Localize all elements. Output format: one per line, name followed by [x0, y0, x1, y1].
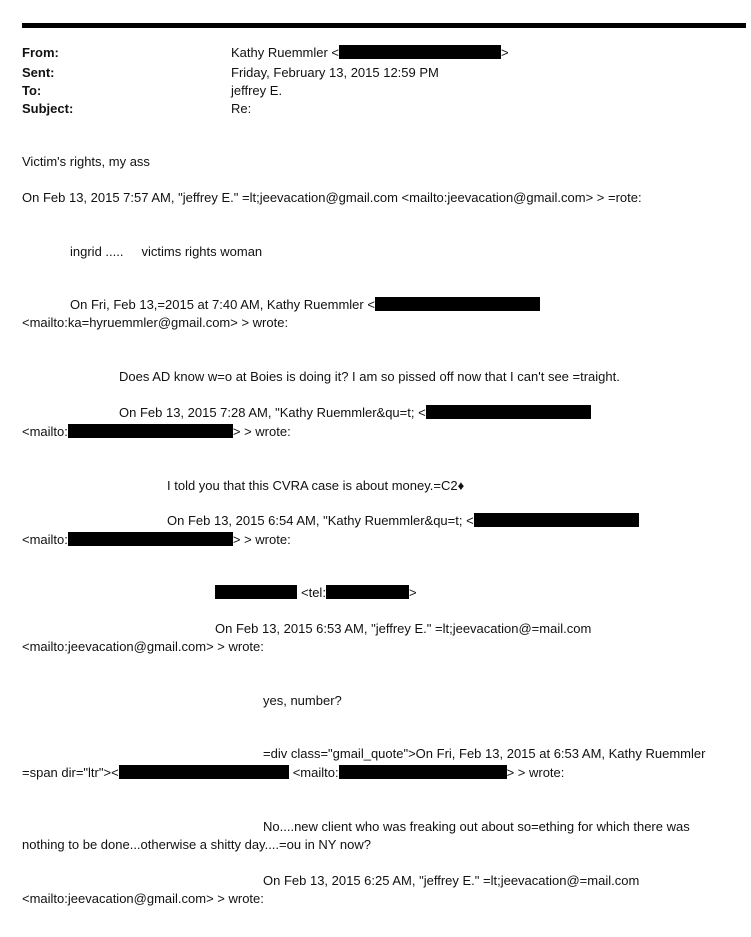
from-name: Kathy Ruemmler < — [231, 45, 340, 60]
quote6-text-line2: nothing to be done...otherwise a shitty day....=ou in NY now? — [22, 837, 371, 852]
mailto-suffix: > > wrote: — [232, 424, 291, 439]
quote3-text: I told you that this CVRA case is about money.=C2♦ — [167, 478, 465, 493]
quote5-text: yes, number? — [263, 693, 342, 708]
quote2-header-text: On Fri, Feb 13,=2015 at 7:40 AM, Kathy Ruemmler < — [70, 297, 375, 312]
quote7-header-line2: <mailto:jeevacation@gmail.com> > wrote: — [22, 891, 264, 906]
quote2-text: Does AD know w=o at Boies is doing it? I am so pissed off now that I can't see =traight. — [119, 369, 620, 384]
quote3-header-line1 — [119, 405, 591, 421]
redaction-block — [339, 45, 501, 59]
subject-label: Subject: — [22, 101, 74, 116]
tel-suffix: > — [408, 585, 417, 600]
redaction-block — [119, 765, 289, 779]
quote5-header-line1: On Feb 13, 2015 6:53 AM, "jeffrey E." =lt;jeevacation@=mail.com — [215, 621, 592, 636]
redaction-block — [375, 297, 540, 311]
tel-prefix: <tel: — [301, 585, 326, 600]
redaction-block — [215, 585, 297, 599]
from-label: From: — [22, 45, 59, 60]
quote2-header-line1 — [70, 297, 540, 313]
redaction-block — [68, 532, 233, 546]
redaction-block — [68, 424, 233, 438]
quote5-header-line2: <mailto:jeevacation@gmail.com> > wrote: — [22, 639, 264, 654]
mailto-prefix: <mailto: — [22, 424, 68, 439]
quote4-header-line2 — [22, 532, 291, 548]
redaction-block — [339, 765, 507, 779]
quote2-header-line2: <mailto:ka=hyruemmler@gmail.com> > wrote: — [22, 315, 289, 330]
redaction-block — [326, 585, 409, 599]
quote3-header-text: On Feb 13, 2015 7:28 AM, "Kathy Ruemmler&qu=t; < — [119, 405, 426, 420]
reply-text: Victim's rights, my ass — [22, 154, 150, 169]
quote3-header-line2 — [22, 424, 291, 440]
redaction-block — [426, 405, 591, 419]
mailto-prefix: <mailto: — [22, 532, 68, 547]
quote6-header-line1: =div class="gmail_quote">On Fri, Feb 13, 2015 at 6:53 AM, Kathy Ruemmler — [263, 746, 706, 761]
quote7-header-line1: On Feb 13, 2015 6:25 AM, "jeffrey E." =lt;jeevacation@=mail.com — [263, 873, 640, 888]
quote1-text: ingrid ..... victims rights woman — [70, 244, 263, 259]
redaction-block — [474, 513, 639, 527]
quote6-header-line2 — [22, 765, 564, 781]
quote1-header: On Feb 13, 2015 7:57 AM, "jeffrey E." =lt;jeevacation@gmail.com <mailto:jeevacation@gmail.com> > =rote: — [22, 190, 642, 205]
to-value: jeffrey E. — [231, 83, 283, 98]
from-value — [231, 45, 509, 61]
subject-value: Re: — [231, 101, 252, 116]
sent-label: Sent: — [22, 65, 55, 80]
header-divider — [22, 23, 746, 28]
sent-value: Friday, February 13, 2015 12:59 PM — [231, 65, 439, 80]
to-label: To: — [22, 83, 42, 98]
quote6-text-line1: No....new client who was freaking out about so=ething for which there was — [263, 819, 690, 834]
span-prefix: =span dir="ltr">< — [22, 765, 119, 780]
quote4-tel-line — [215, 585, 417, 601]
mailto-suffix: > > wrote: — [232, 532, 291, 547]
from-close: > — [501, 45, 509, 60]
mailto-prefix: <mailto: — [292, 765, 339, 780]
quote4-header-text: On Feb 13, 2015 6:54 AM, "Kathy Ruemmler&qu=t; < — [167, 513, 474, 528]
mailto-suffix: > > wrote: — [506, 765, 565, 780]
quote4-header-line1 — [167, 513, 639, 529]
